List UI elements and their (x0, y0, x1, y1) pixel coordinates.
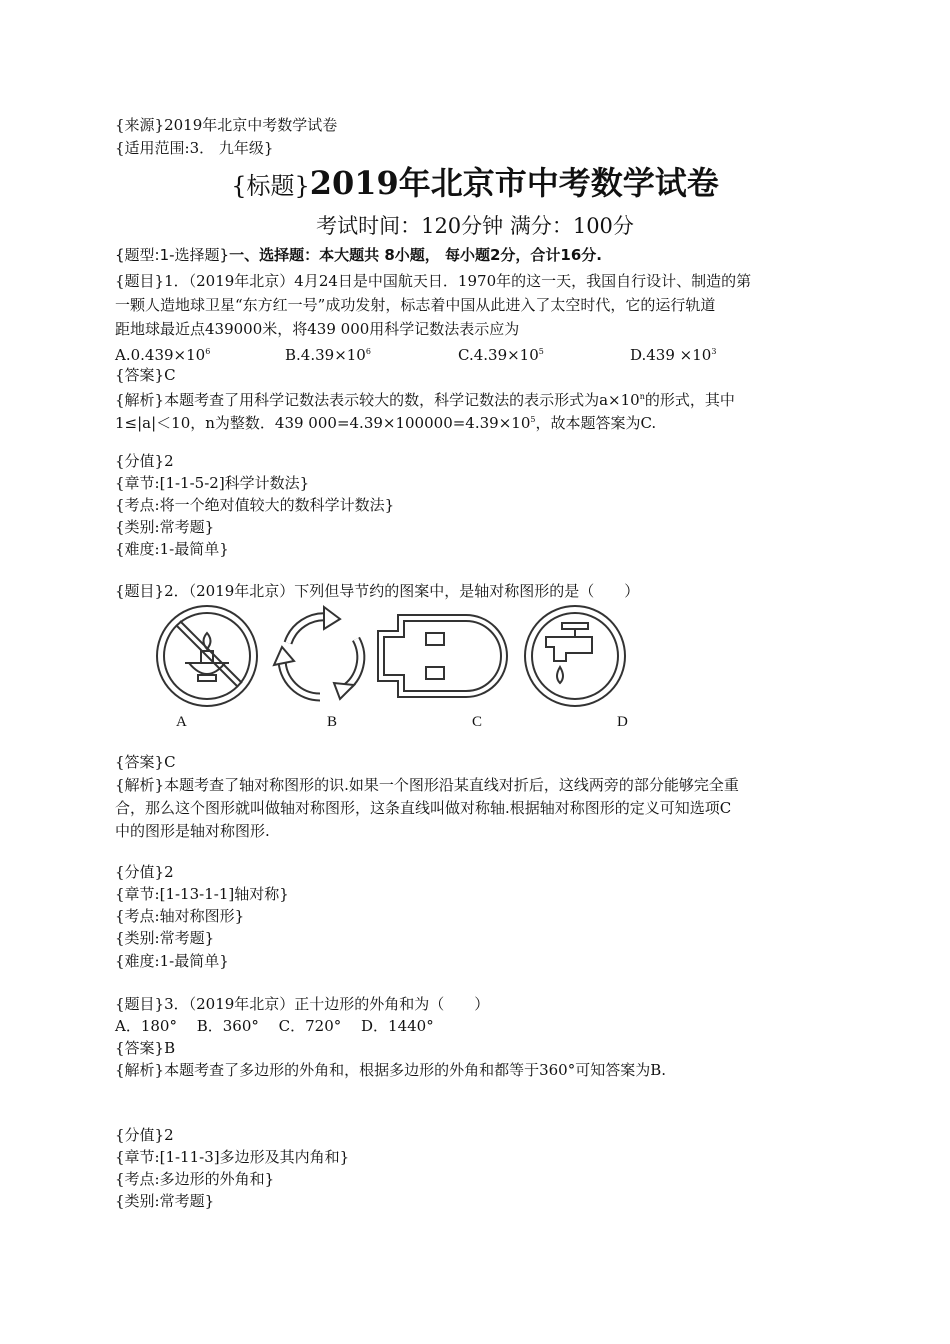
q2-stem: {题目}2．（2019年北京）下列但导节约的图案中，是轴对称图形的是（ ） (115, 582, 640, 600)
faucet-icon (522, 603, 628, 709)
q2-analysis-line2: 合，那么这个图形就叫做轴对称图形，这条直线叫做对称轴.根据轴对称图形的定义可知选项C (115, 799, 732, 817)
q1-score: {分值}2 (115, 452, 174, 470)
q1-option-a-exp: 6 (205, 347, 211, 356)
q2-label-b: B (327, 714, 338, 730)
title-tag: {标题} (231, 172, 310, 200)
q1-option-b-text: B.4.39×10 (285, 346, 366, 364)
q2-difficulty: {难度:1-最简单} (115, 952, 229, 970)
q2-answer: {答案}C (115, 753, 176, 771)
q1-stem-line1: {题目}1．（2019年北京）4月24日是中国航天日．1970年的这一天，我国自行设计、制造的第 (115, 272, 752, 290)
q1-difficulty: {难度:1-最简单} (115, 540, 229, 558)
q1-option-a (115, 341, 210, 366)
q1-analysis-line2 (115, 409, 656, 434)
q1-option-c (458, 341, 544, 366)
title-block (0, 158, 950, 204)
q1-stem-line3: 距地球最近点439000米，将439 000用科学记数法表示应为 (115, 320, 520, 338)
source-line: {来源}2019年北京中考数学试卷 (115, 116, 338, 134)
page-title: 2019年北京市中考数学试卷 (309, 164, 719, 202)
q1-analysis1-exp: n (639, 392, 645, 401)
q1-analysis2a: 1≤|a|＜10，n为整数．439 000=4.39×100000=4.39×10 (115, 414, 531, 432)
q1-analysis1b: 的形式，其中 (644, 391, 735, 409)
q2-analysis-line3: 中的图形是轴对称图形. (115, 822, 270, 840)
no-lamp-icon (154, 603, 260, 709)
q3-analysis: {解析}本题考查了多边形的外角和，根据多边形的外角和都等于360°可知答案为B. (115, 1061, 667, 1079)
q3-answer: {答案}B (115, 1039, 176, 1057)
q1-analysis1a: {解析}本题考查了用科学记数法表示较大的数，科学记数法的表示形式为a×10 (115, 391, 640, 409)
recycle-icon (268, 603, 374, 709)
q3-score: {分值}2 (115, 1126, 174, 1144)
q3-stem: {题目}3．（2019年北京）正十边形的外角和为（ ） (115, 995, 490, 1013)
scope-line: {适用范围:3． 九年级} (115, 139, 274, 157)
section-heading (115, 244, 602, 266)
q3-options: A．180° B．360° C．720° D．1440° (115, 1017, 434, 1035)
question-type-tag: {题型:1-选择题} (115, 246, 230, 264)
q1-option-c-exp: 5 (538, 347, 544, 356)
q1-category: {类别:常考题} (115, 518, 215, 536)
q1-option-d-exp: 3 (711, 347, 717, 356)
q1-stem-line2: 一颗人造地球卫星“东方红一号”成功发射，标志着中国从此进入了太空时代，它的运行轨道 (115, 296, 716, 314)
q1-analysis2b: ，故本题答案为C. (535, 414, 657, 432)
q2-category: {类别:常考题} (115, 929, 215, 947)
q1-option-b (285, 341, 371, 366)
q1-option-a-text: A.0.439×10 (115, 346, 206, 364)
q1-analysis-line1 (115, 386, 735, 411)
q1-option-d (630, 341, 716, 366)
q2-label-d: D (617, 714, 628, 730)
q3-category: {类别:常考题} (115, 1192, 215, 1210)
q2-score: {分值}2 (115, 863, 174, 881)
exam-info: 考试时间：120分钟 满分：100分 (316, 214, 634, 238)
section-text: 一、选择题：本大题共 8小题， 每小题2分，合计16分. (229, 246, 603, 264)
q2-point: {考点:轴对称图形} (115, 907, 245, 925)
q3-chapter: {章节:[1-11-3]多边形及其内角和} (115, 1148, 350, 1166)
q1-answer: {答案}C (115, 366, 176, 384)
plug-icon (376, 603, 516, 709)
q1-analysis2-exp: 5 (530, 415, 536, 424)
q2-label-a: A (176, 714, 187, 730)
q2-analysis-line1: {解析}本题考查了轴对称图形的识.如果一个图形沿某直线对折后，这线两旁的部分能够完全重 (115, 776, 739, 794)
q1-point: {考点:将一个绝对值较大的数科学计数法} (115, 496, 395, 514)
q1-option-c-text: C.4.39×10 (458, 346, 539, 364)
q1-chapter: {章节:[1-1-5-2]科学计数法} (115, 474, 310, 492)
q3-point: {考点:多边形的外角和} (115, 1170, 275, 1188)
q1-option-d-text: D.439 ×10 (630, 346, 712, 364)
q2-chapter: {章节:[1-13-1-1]轴对称} (115, 885, 289, 903)
q2-label-c: C (472, 714, 483, 730)
q1-option-b-exp: 6 (365, 347, 371, 356)
